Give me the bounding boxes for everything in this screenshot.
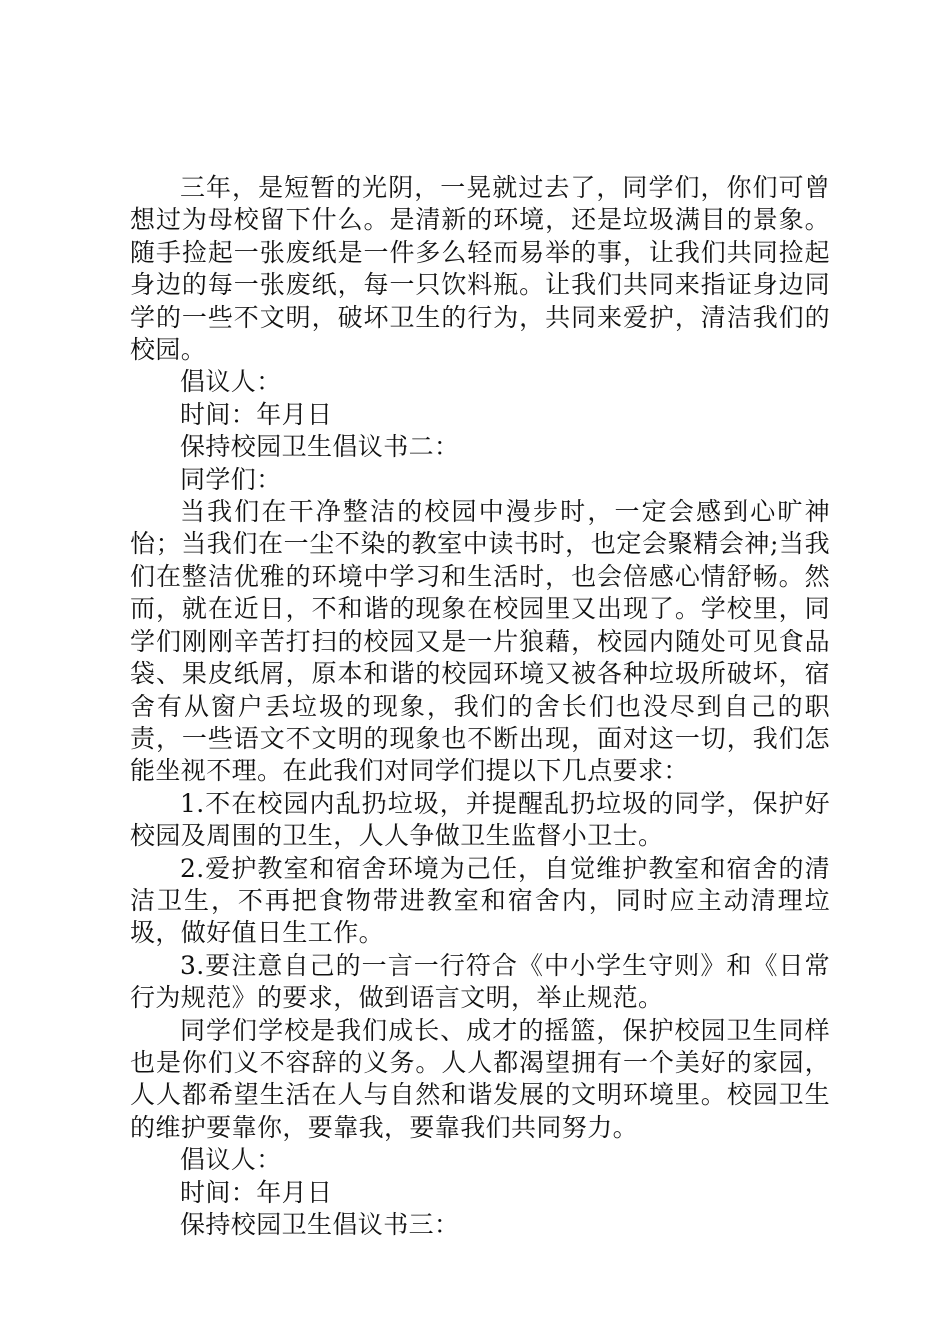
document-body — [130, 172, 830, 1241]
requirement-3: 3.要注意自己的一言一行符合《中小学生守则》和《日常行为规范》的要求，做到语言文明，举止规范。 — [130, 950, 830, 1013]
initiator-label-2: 倡议人： — [180, 1145, 282, 1175]
section-title-2: 保持校园卫生倡议书二： — [180, 432, 460, 462]
requirement-2: 2.爱护教室和宿舍环境为己任，自觉维护教室和宿舍的清洁卫生，不再把食物带进教室和宿舍内，同时应主动清理垃圾，做好值日生工作。 — [130, 853, 830, 948]
paragraph-body: 当我们在干净整洁的校园中漫步时，一定会感到心旷神怡；当我们在一尘不染的教室中读书时，也定会聚精会神;当我们在整洁优雅的环境中学习和生活时，也会倍感心情舒畅。然而，就在近日，不和谐的现象在校园里又出现了。学校里，同学们刚刚辛苦打扫的校园又是一片狼藉，校园内随处可见食品袋、果皮纸屑，原本和谐的校园环境又被各种垃圾所破坏，宿舍有从窗户丢垃圾的现象，我们的舍长们也没尽到自己的职责，一些语文不文明的现象也不断出现，面对这一切，我们怎能坐视不理。在此我们对同学们提以下几点要求： — [130, 497, 830, 786]
requirement-1: 1.不在校园内乱扔垃圾，并提醒乱扔垃圾的同学，保护好校园及周围的卫生，人人争做卫生监督小卫士。 — [130, 788, 830, 851]
salutation: 同学们： — [180, 464, 282, 494]
date-label-2: 时间：年月日 — [180, 1177, 333, 1207]
initiator-label: 倡议人： — [180, 367, 282, 397]
paragraph-conclusion: 同学们学校是我们成长、成才的摇篮，保护校园卫生同样也是你们义不容辞的义务。人人都渴望拥有一个美好的家园，人人都希望生活在人与自然和谐发展的文明环境里。校园卫生的维护要靠你，要靠我，要靠我们共同努力。 — [130, 1015, 830, 1142]
paragraph-intro: 三年，是短暂的光阴，一晃就过去了，同学们，你们可曾想过为母校留下什么。是清新的环境，还是垃圾满目的景象。随手捡起一张废纸是一件多么轻而易举的事，让我们共同捡起身边的每一张废纸，每一只饮料瓶。让我们共同来指证身边同学的一些不文明，破坏卫生的行为，共同来爱护，清洁我们的校园。 — [130, 173, 830, 365]
date-label: 时间：年月日 — [180, 399, 333, 429]
section-title-3: 保持校园卫生倡议书三： — [180, 1210, 460, 1239]
